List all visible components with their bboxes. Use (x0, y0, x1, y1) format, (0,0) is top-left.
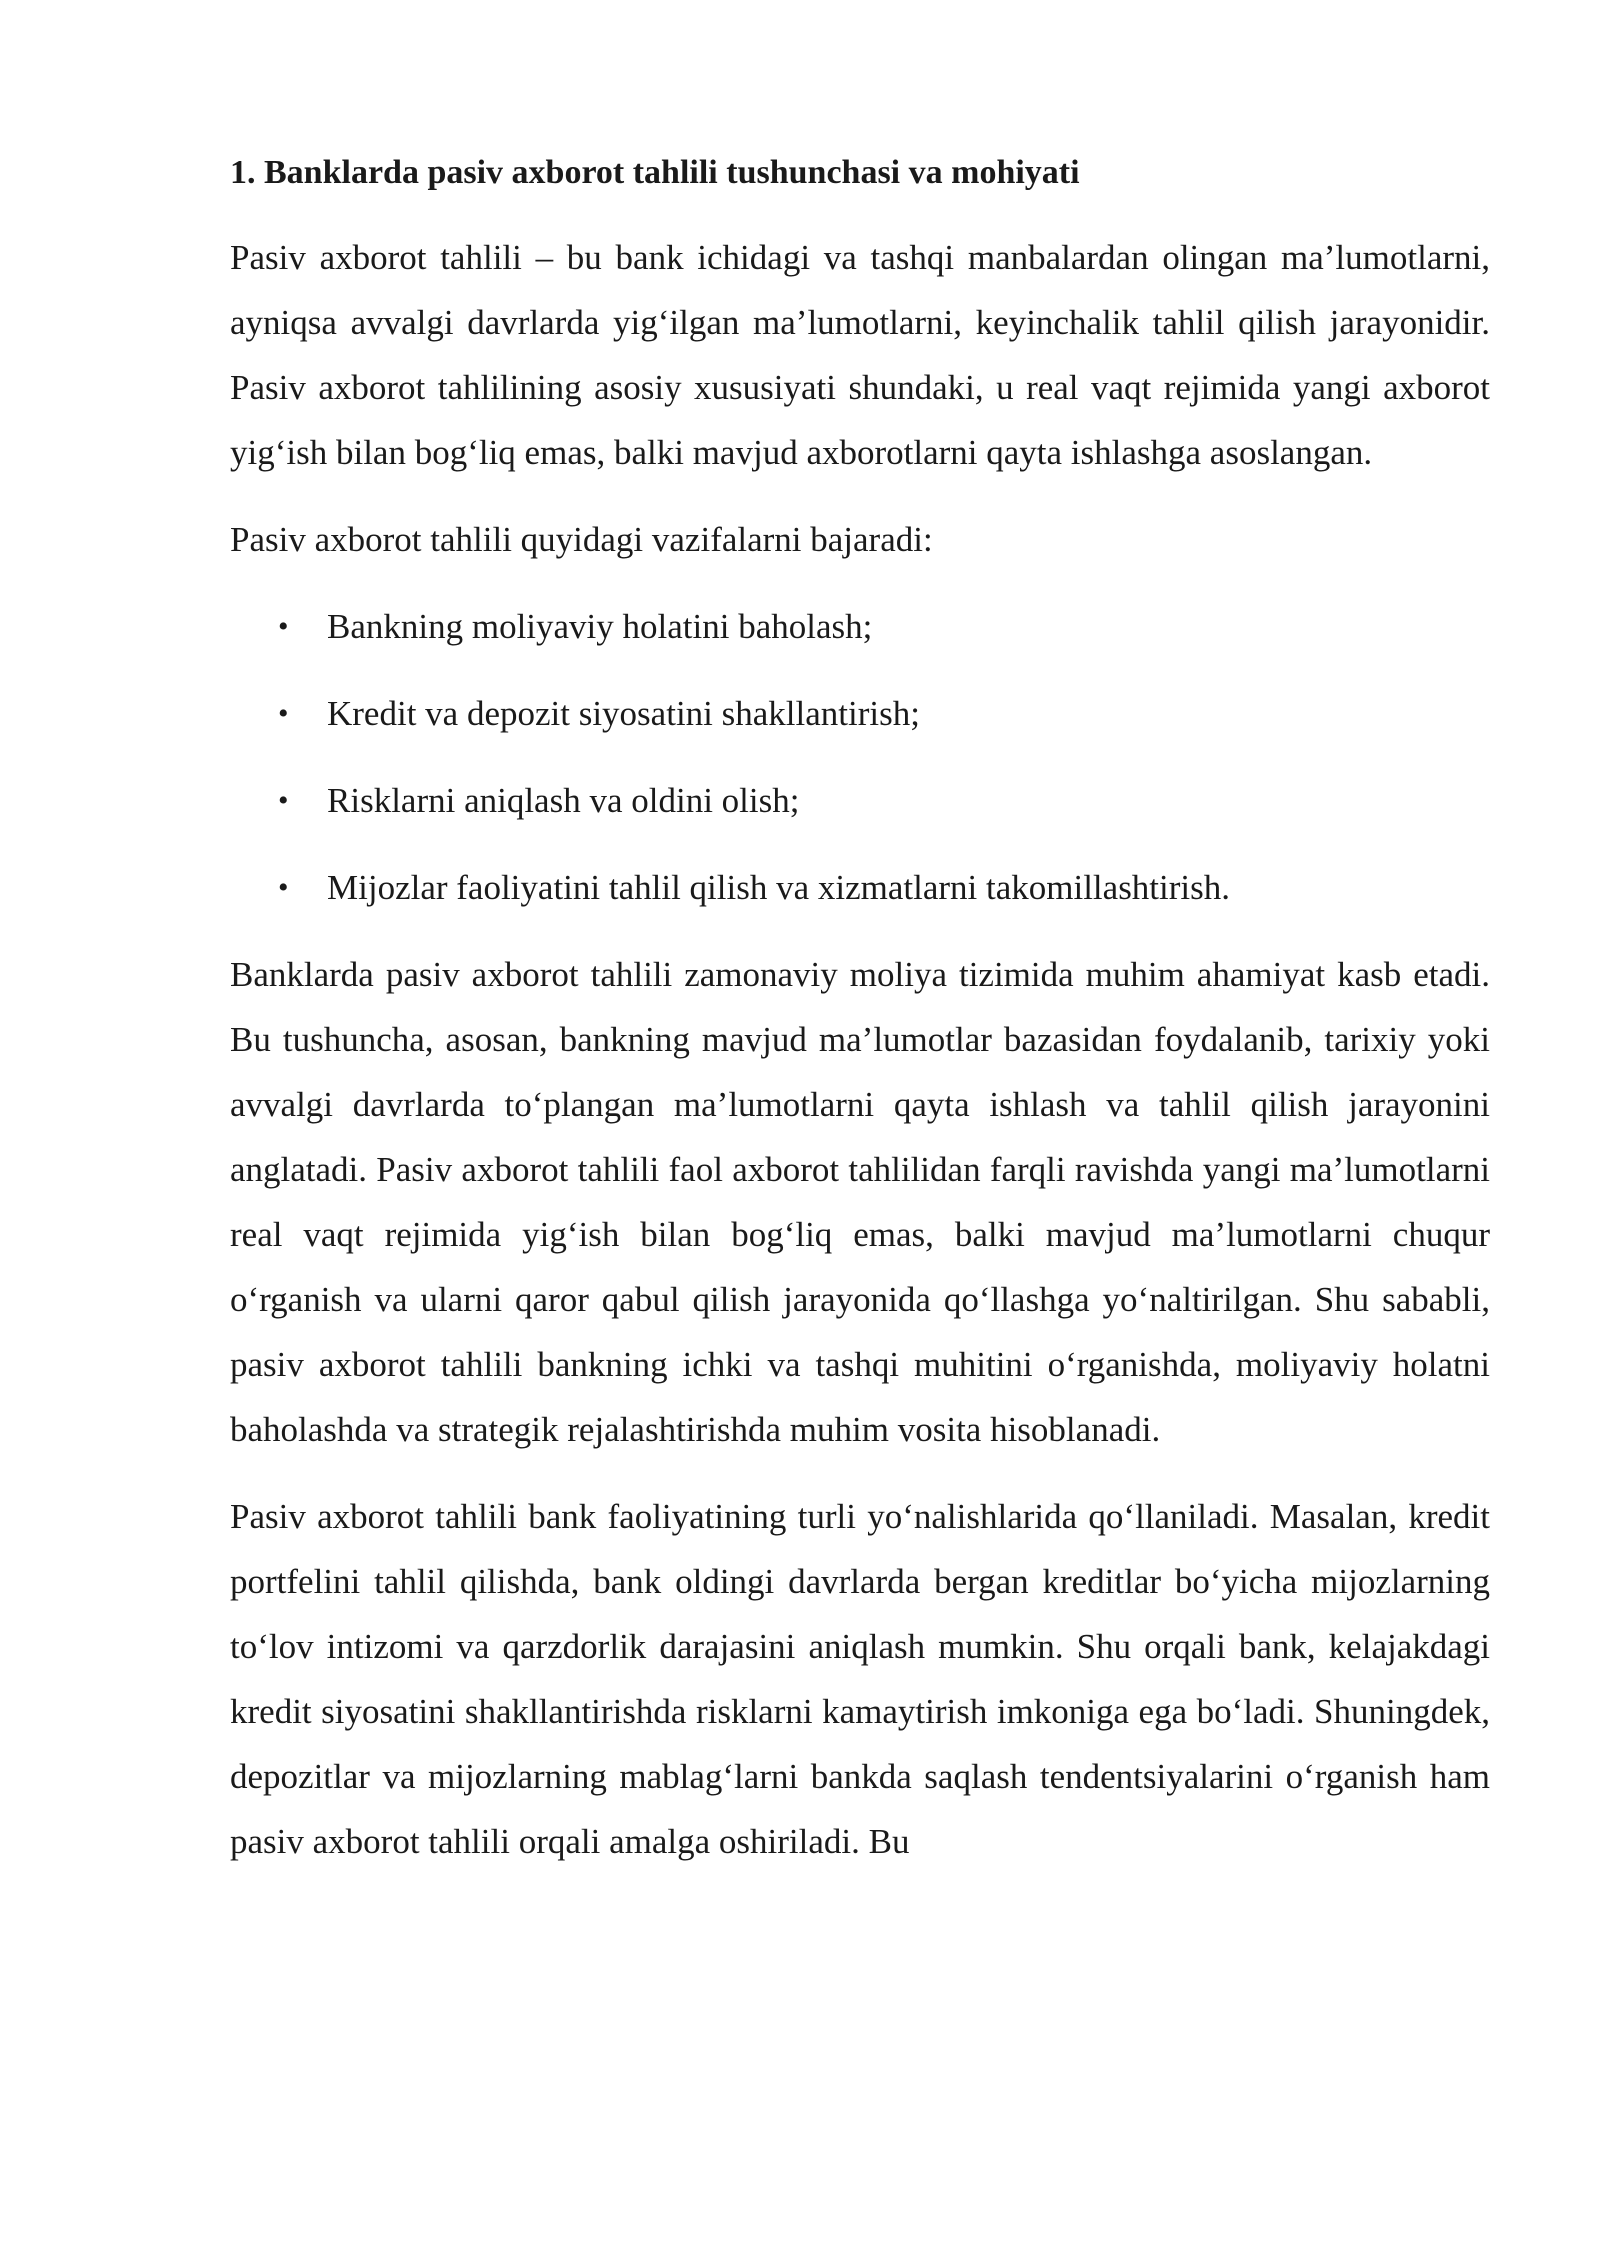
bullet-icon: • (278, 697, 289, 730)
paragraph-definition: Pasiv axborot tahlili – bu bank ichidagi va tashqi manbalardan olingan ma’lumotlarni, ayniqsa avvalgi davrlarda yig‘ilgan ma’lumotlarni, keyinchalik tahlil qilish jarayonidir. Pasiv axborot tahlilining asosiy xususiyati shundaki, u real vaqt rejimida yangi axborot yig‘ish bilan bog‘liq emas, balki mavjud axborotlarni qayta ishlashga asoslangan. (230, 238, 1490, 472)
list-item-text: Mijozlar faoliyatini tahlil qilish va xizmatlarni takomillashtirish. (327, 868, 1231, 907)
document-page (230, 140, 1490, 1896)
list-item (230, 594, 1490, 659)
bullet-icon: • (278, 784, 289, 817)
list-item-text: Kredit va depozit siyosatini shakllantirish; (327, 694, 920, 733)
list-item (230, 768, 1490, 833)
tasks-list (230, 594, 1490, 920)
list-item (230, 681, 1490, 746)
paragraph-importance: Banklarda pasiv axborot tahlili zamonaviy moliya tizimida muhim ahamiyat kasb etadi. Bu tushuncha, asosan, bankning mavjud ma’lumotlar bazasidan foydalanib, tarixiy yoki avvalgi davrlarda to‘plangan ma’lumotlarni qayta ishlash va tahlil qilish jarayonini anglatadi. Pasiv axborot tahlili faol axborot tahlilidan farqli ravishda yangi ma’lumotlarni real vaqt rejimida yig‘ish bilan bog‘liq emas, balki mavjud ma’lumotlarni chuqur o‘rganish va ularni qaror qabul qilish jarayonida qo‘llashga yo‘naltirilgan. Shu sababli, pasiv axborot tahlili bankning ichki va tashqi muhitini o‘rganishda, moliyaviy holatni baholashda va strategik rejalashtirishda muhim vosita hisoblanadi. (230, 955, 1490, 1449)
list-item-text: Bankning moliyaviy holatini baholash; (327, 607, 873, 646)
paragraph-tasks-intro: Pasiv axborot tahlili quyidagi vazifalarni bajaradi: (230, 520, 933, 559)
section-heading: 1. Banklarda pasiv axborot tahlili tushunchasi va mohiyati (230, 154, 1080, 191)
list-item-text: Risklarni aniqlash va oldini olish; (327, 781, 800, 820)
bullet-icon: • (278, 871, 289, 904)
list-item (230, 855, 1490, 920)
bullet-icon: • (278, 610, 289, 643)
paragraph-applications: Pasiv axborot tahlili bank faoliyatining turli yo‘nalishlarida qo‘llaniladi. Masalan, kredit portfelini tahlil qilishda, bank oldingi davrlarda bergan kreditlar bo‘yicha mijozlarning to‘lov intizomi va qarzdorlik darajasini aniqlash mumkin. Shu orqali bank, kelajakdagi kredit siyosatini shakllantirishda risklarni kamaytirish imkoniga ega bo‘ladi. Shuningdek, depozitlar va mijozlarning mablag‘larni bankda saqlash tendentsiyalarini o‘rganish ham pasiv axborot tahlili orqali amalga oshiriladi. Bu (230, 1497, 1490, 1861)
